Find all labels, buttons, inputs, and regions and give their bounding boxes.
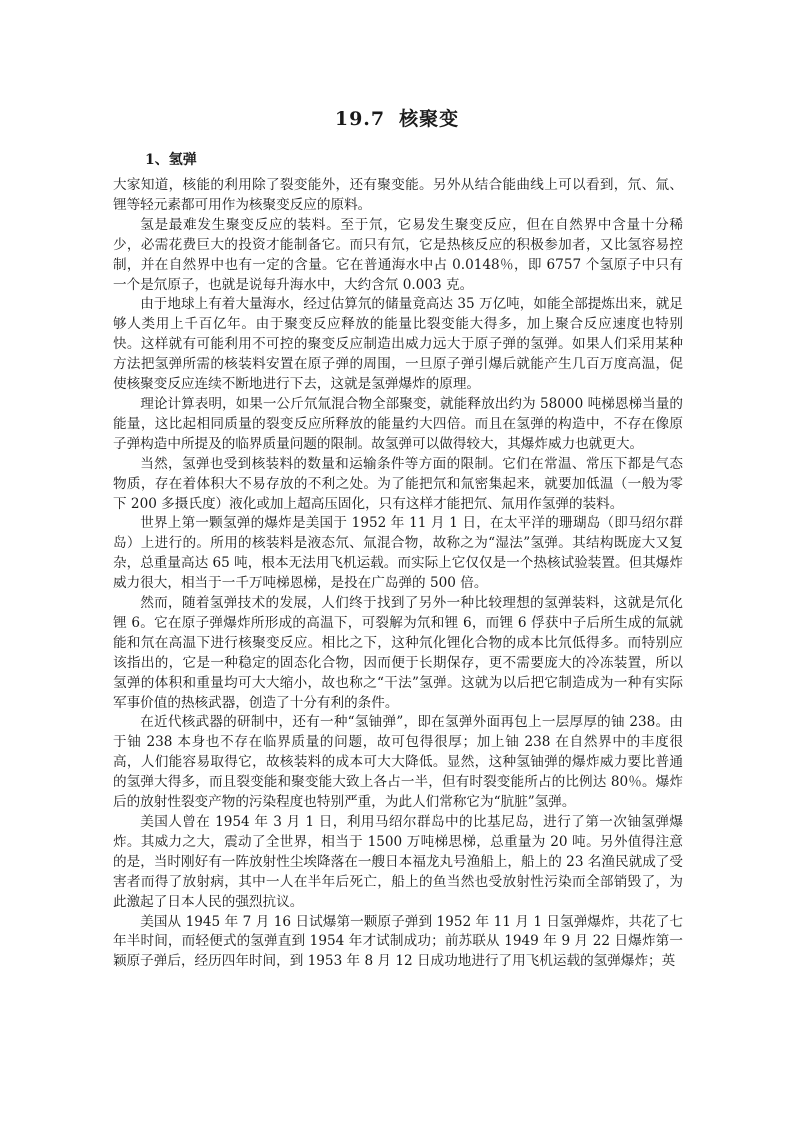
paragraph: 大家知道，核能的利用除了裂变能外，还有聚变能。另外从结合能曲线上可以看到，氘、氚、锂等轻元素都可用作为核聚变反应的原料。 [113,177,683,213]
section-number: 19.7 [334,108,386,130]
paragraph: 美国从 1945 年 7 月 16 日试爆第一颗原子弹到 1952 年 11 月 1 日氢弹爆炸，共花了七年半时间，而轻便式的氢弹直到 1954 年才试制成功；前苏联从 1949 年 9 月 22 日爆炸第一颖原子弹后，经历四年时间，到 1953 年 8 月 12 日成功地进行了用飞机运载的氢弹爆炸；英 [113,913,683,970]
paragraph: 当然，氢弹也受到核装料的数量和运输条件等方面的限制。它们在常温、常压下都是气态物质，存在着体积大不易存放的不利之处。为了能把氘和氚密集起来，就要加低温（一般为零下 200 多摄氏度）液化或加上超高压固化，只有这样才能把氘、氚用作氢弹的装料。 [113,455,683,512]
paragraph: 在近代核武器的研制中，还有一种“氢铀弹”，即在氢弹外面再包上一层厚厚的铀 238。由于铀 238 本身也不存在临界质量的问题，故可包得很厚；加上铀 238 在自然界中的丰度很高，人们能容易取得它，故核装料的成本可大大降低。显然，这种氢铀弹的爆炸威力要比普通的氢弹大得多，而且裂变能和聚变能大致上各占一半，但有时裂变能所占的比例达 80％。爆炸后的放射性裂变产物的污染程度也特别严重，为此人们常称它为“肮脏”氢弹。 [113,714,683,811]
paragraph: 氢是最难发生聚变反应的装料。至于氘，它易发生聚变反应，但在自然界中含量十分稀少，必需花费巨大的投资才能制备它。而只有氘，它是热核反应的积极参加者，又比氢容易控制，并在自然界中也有一定的含量。它在普通海水中占 0.0148％，即 6757 个氢原子中只有一个是氘原子，也就是说每升海水中，大约含氘 0.003 克。 [113,216,683,293]
body-text [113,176,683,972]
section-heading: 1、氢弹 [145,152,197,168]
page-title [0,104,794,131]
paragraph: 美国人曾在 1954 年 3 月 1 日，利用马绍尔群岛中的比基尼岛，进行了第一次铀氢弹爆炸。其威力之大，震动了全世界，相当于 1500 万吨梯思梯，总重量为 20 吨。另外值得注意的是，当时刚好有一阵放射性尘埃降落在一艘日本福龙丸号渔船上，船上的 23 名渔民就成了受害者而得了放射病，其中一人在半年后死亡，船上的鱼当然也受放射性污染而全部销毁了，为此激起了日本人民的强烈抗议。 [113,814,683,910]
paragraph: 由于地球上有着大量海水，经过估算氘的储量竟高达 35 万亿吨，如能全部提炼出来，就足够人类用上千百亿年。由于聚变反应释放的能量比裂变能大得多，加上聚合反应速度也特别快。这样就有可能利用不可控的聚变反应制造出威力远大于原子弹的氢弹。如果人们采用某种方法把氢弹所需的核装料安置在原子弹的周围，一旦原子弹引爆后就能产生几百万度高温，促使核聚变反应连续不断地进行下去，这就是氢弹爆炸的原理。 [113,296,683,393]
title-text: 核聚变 [399,108,460,130]
paragraph: 然而，随着氢弹技术的发展，人们终于找到了另外一种比较理想的氢弹装料，这就是氘化锂 6。它在原子弹爆炸所形成的高温下，可裂解为氘和锂 6，而锂 6 俘获中子后所生成的氚就能和氘在高温下进行核聚变反应。相比之下，这种氘化锂化合物的成本比氘低得多。而特别应该指出的，它是一种稳定的固态化合物，因而便于长期保存，更不需要庞大的冷冻装置，所以氢弹的体积和重量均可大大缩小，故也称之“干法”氢弹。这就为以后把它制造成为一种有实际军事价值的热核武器，创造了十分有利的条件。 [113,595,683,711]
paragraph: 理论计算表明，如果一公斤氘氚混合物全部聚变，就能释放出约为 58000 吨梯恩梯当量的能量，这比起相同质量的裂变反应所释放的能量约大四倍。而且在氢弹的构造中，不存在像原子弹构造中所提及的临界质量问题的限制。故氢弹可以做得较大，其爆炸威力也就更大。 [113,395,683,452]
paragraph: 世界上第一颗氢弹的爆炸是美国于 1952 年 11 月 1 日，在太平洋的珊瑚岛（即马绍尔群岛）上进行的。所用的核装料是液态氘、氚混合物，故称之为“湿法”氢弹。其结构既庞大又复杂，总重量高达 65 吨，根本无法用飞机运载。而实际上它仅仅是一个热核试验装置。但其爆炸威力很大，相当于一千万吨梯恩梯，是投在广岛弹的 500 倍。 [113,515,683,592]
